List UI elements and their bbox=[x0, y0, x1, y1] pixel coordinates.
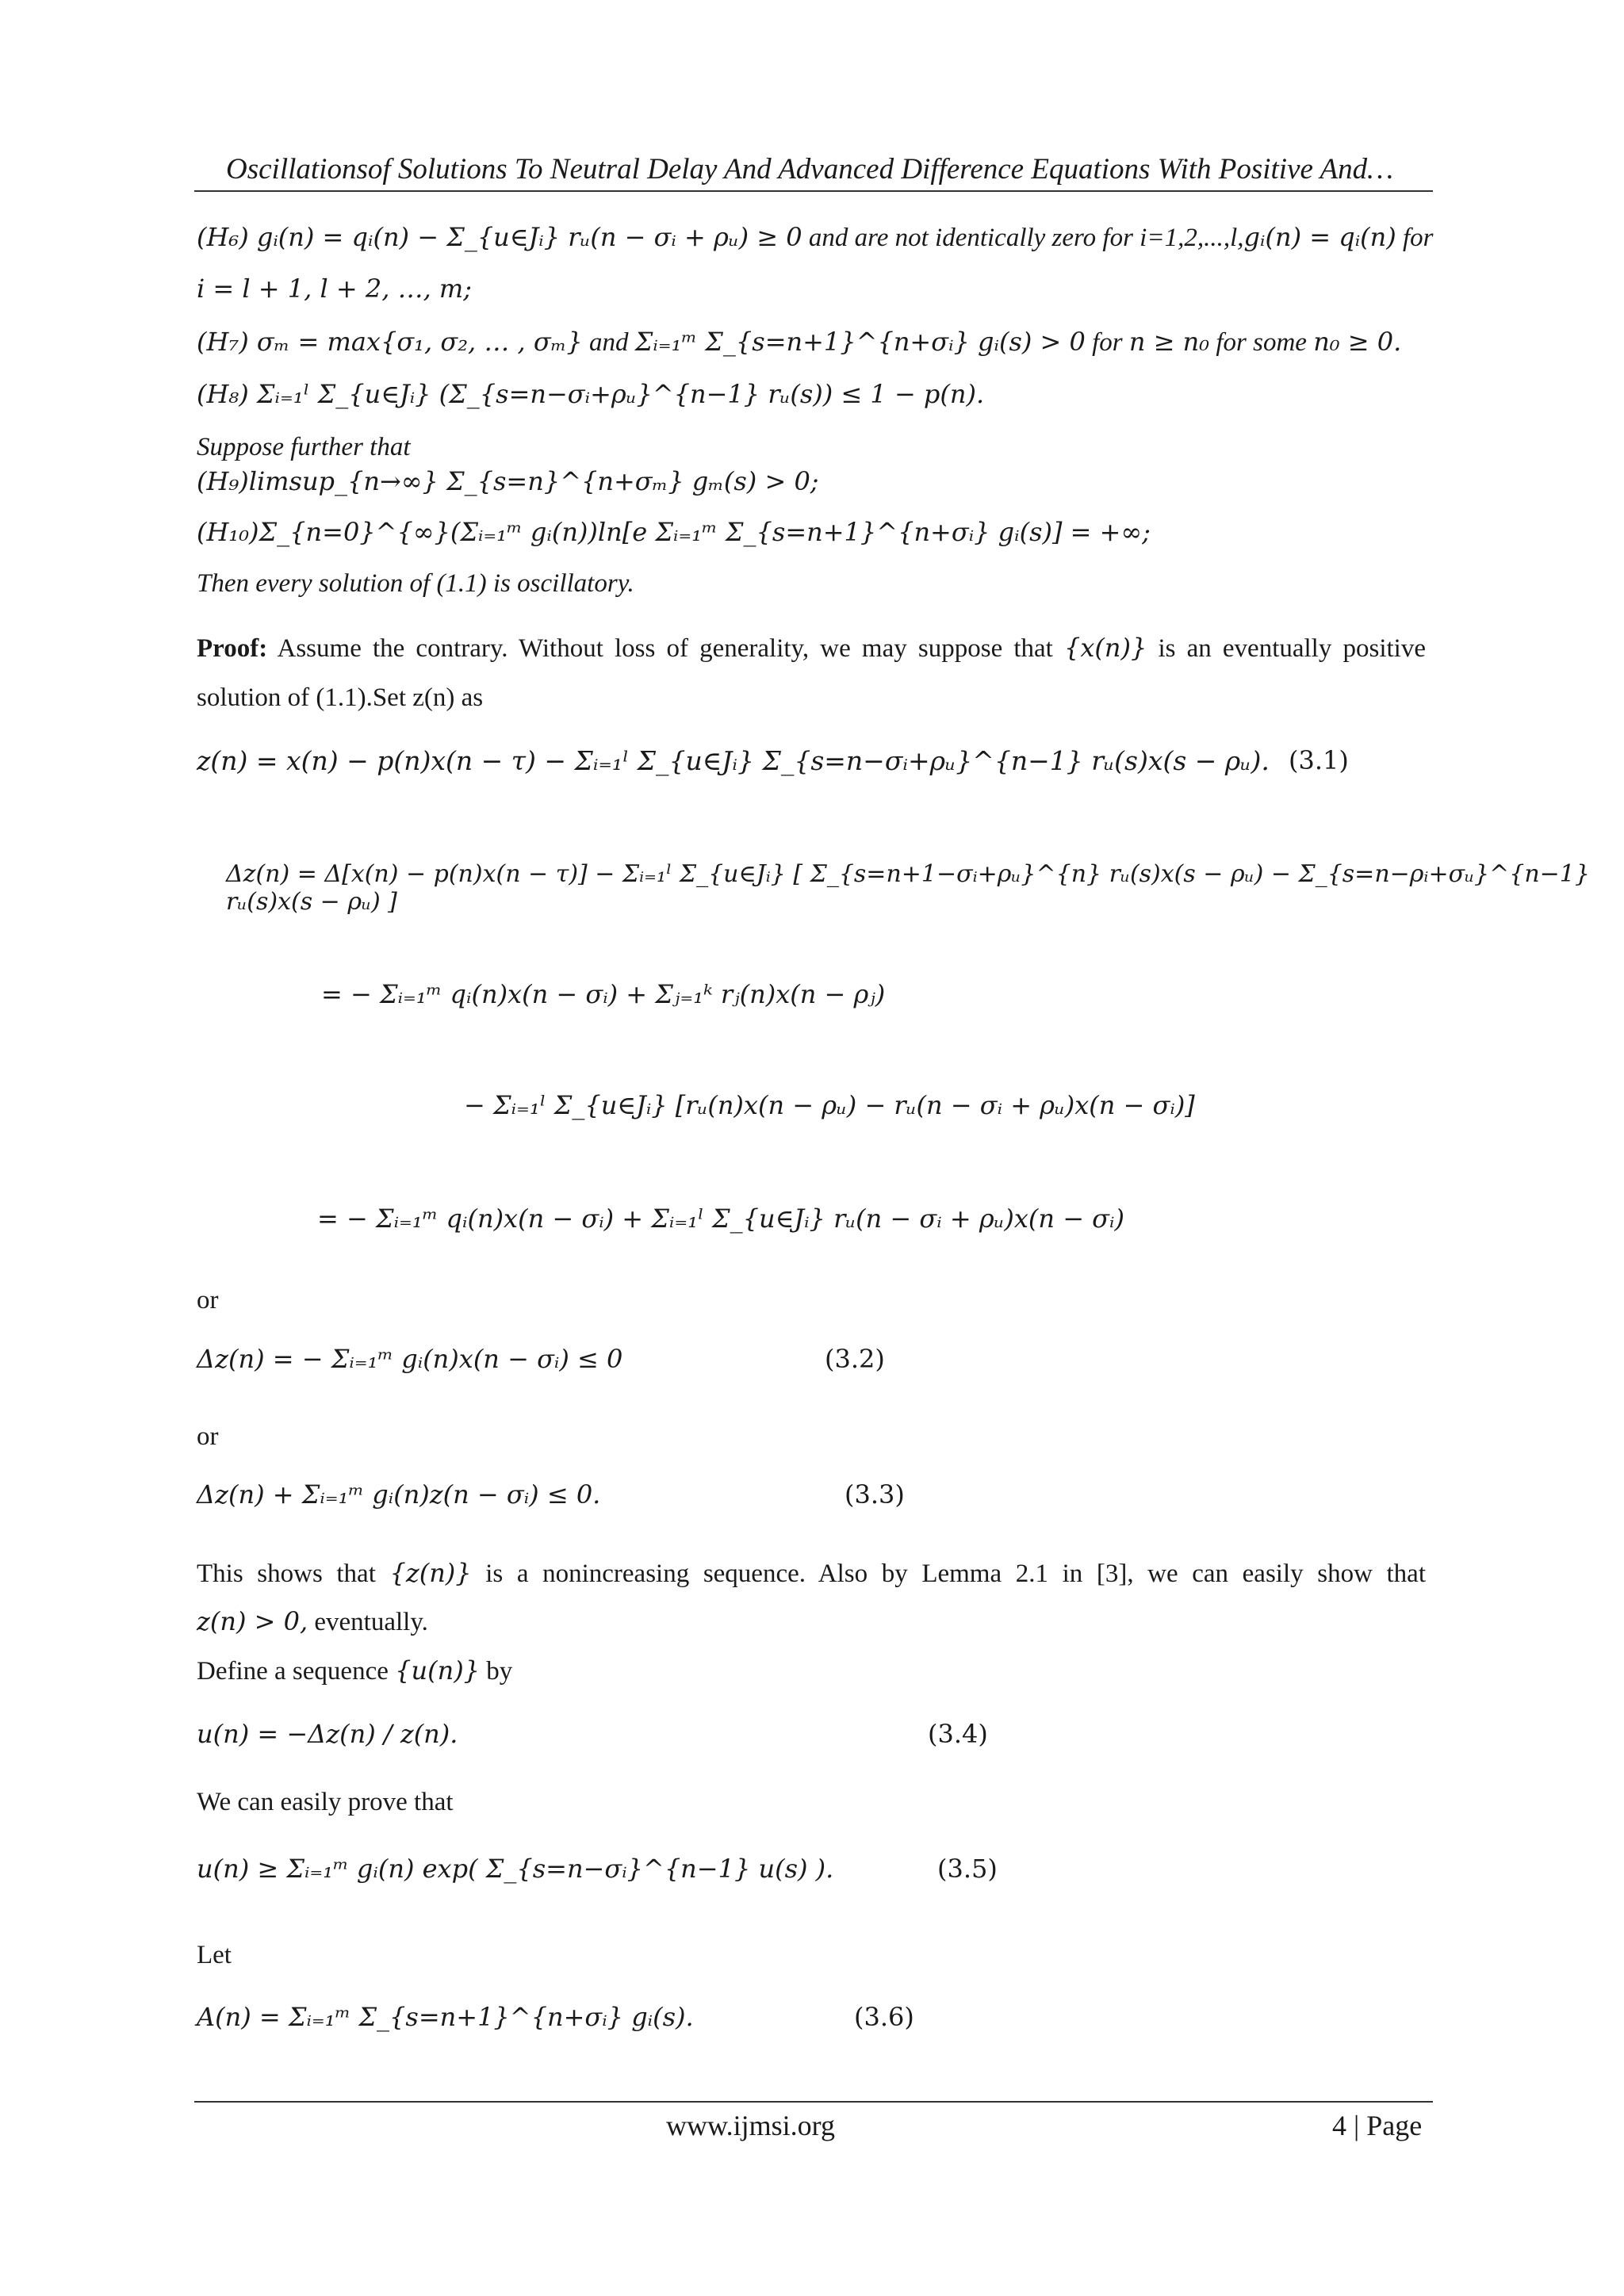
h7-math1: (H₇) σₘ = max{σ₁, σ₂, … , σₘ} bbox=[197, 327, 583, 357]
equation-3-5-number: (3.5) bbox=[937, 1854, 998, 1884]
hypothesis-h6-line2: i = l + 1, l + 2, …, m; bbox=[197, 274, 473, 304]
text-nonincreasing-math: {z(n)} bbox=[389, 1558, 472, 1588]
h7-math2: Σᵢ₌₁ᵐ Σ_{s=n+1}^{n+σᵢ} gᵢ(s) > 0 bbox=[634, 327, 1086, 357]
text-define-b: by bbox=[480, 1657, 513, 1686]
h6-math: (H₆) gᵢ(n) = qᵢ(n) − Σ_{u∈Jᵢ} rᵤ(n − σᵢ + ρᵤ) ≥ 0 bbox=[197, 222, 802, 252]
running-header: Oscillationsof Solutions To Neutral Delay And Advanced Difference Equations With Positive And… bbox=[226, 153, 1394, 186]
hypothesis-h8: (H₈) Σᵢ₌₁ˡ Σ_{u∈Jᵢ} (Σ_{s=n−σᵢ+ρᵤ}^{n−1} rᵤ(s)) ≤ 1 − p(n). bbox=[197, 379, 985, 409]
footer-site: www.ijmsi.org bbox=[666, 2110, 836, 2141]
h7-text3: for some bbox=[1209, 328, 1314, 357]
text-nonincreasing bbox=[197, 1558, 1426, 1589]
delta-z-line1: Δz(n) = Δ[x(n) − p(n)x(n − τ)] − Σᵢ₌₁ˡ Σ_{u∈Jᵢ} [ Σ_{s=n+1−σᵢ+ρᵤ}^{n} rᵤ(s)x(s − ρᵤ) − Σ_{s=n−ρᵢ+σᵤ}^{n−1} rᵤ(s)x(s − ρᵤ) ] bbox=[226, 860, 1590, 916]
text-define bbox=[197, 1655, 512, 1686]
equation-3-6: A(n) = Σᵢ₌₁ᵐ Σ_{s=n+1}^{n+σᵢ} gᵢ(s). bbox=[197, 2002, 694, 2032]
proof-line1 bbox=[197, 633, 1426, 664]
text-eventually-text: eventually. bbox=[308, 1608, 428, 1636]
equation-3-5: u(n) ≥ Σᵢ₌₁ᵐ gᵢ(n) exp( Σ_{s=n−σᵢ}^{n−1} u(s) ). bbox=[197, 1854, 834, 1884]
header-rule bbox=[194, 190, 1433, 192]
delta-z-line2: = − Σᵢ₌₁ᵐ qᵢ(n)x(n − σᵢ) + Σⱼ₌₁ᵏ rⱼ(n)x(n − ρⱼ) bbox=[321, 979, 886, 1009]
equation-3-1-number: (3.1) bbox=[1289, 745, 1349, 775]
proof-math1: {x(n)} bbox=[1063, 633, 1147, 663]
text-nonincreasing-b: is a nonincreasing sequence. Also by Lemma 2.1 in [3], we can easily show that bbox=[471, 1559, 1426, 1588]
equation-3-2: Δz(n) = − Σᵢ₌₁ᵐ gᵢ(n)x(n − σᵢ) ≤ 0 bbox=[197, 1344, 623, 1374]
equation-3-4: u(n) = −Δz(n) / z(n). bbox=[197, 1719, 458, 1749]
equation-3-4-number: (3.4) bbox=[928, 1719, 988, 1749]
h6-text2: for bbox=[1396, 224, 1434, 252]
hypothesis-h9: (H₉)limsup_{n→∞} Σ_{s=n}^{n+σₘ} gₘ(s) > 0; bbox=[197, 466, 819, 496]
equation-3-1: z(n) = x(n) − p(n)x(n − τ) − Σᵢ₌₁ˡ Σ_{u∈Jᵢ} Σ_{s=n−σᵢ+ρᵤ}^{n−1} rᵤ(s)x(s − ρᵤ). bbox=[197, 745, 1270, 776]
or-text-2: or bbox=[197, 1422, 219, 1451]
text-define-a: Define a sequence bbox=[197, 1657, 396, 1686]
proof-text2: is an eventually positive bbox=[1147, 634, 1426, 663]
footer-rule bbox=[194, 2101, 1433, 2103]
text-define-math: {u(n)} bbox=[395, 1655, 481, 1686]
text-eventually-math: z(n) > 0, bbox=[197, 1606, 308, 1636]
equation-3-3-number: (3.3) bbox=[845, 1479, 905, 1510]
h7-text1: and bbox=[582, 328, 635, 357]
or-text-1: or bbox=[197, 1286, 219, 1314]
equation-3-6-number: (3.6) bbox=[854, 2002, 914, 2032]
delta-z-line3: − Σᵢ₌₁ˡ Σ_{u∈Jᵢ} [rᵤ(n)x(n − ρᵤ) − rᵤ(n − σᵢ + ρᵤ)x(n − σᵢ)] bbox=[464, 1090, 1195, 1120]
proof-text1: Assume the contrary. Without loss of generality, we may suppose that bbox=[267, 634, 1064, 663]
h7-math3: n ≥ n₀ bbox=[1128, 327, 1210, 357]
h6-text: and are not identically zero for i=1,2,...,l, bbox=[802, 224, 1244, 252]
hypothesis-h7 bbox=[197, 327, 1401, 358]
footer-page-number: 4 | Page bbox=[1332, 2110, 1423, 2141]
h7-math4: n₀ ≥ 0. bbox=[1313, 327, 1402, 357]
equation-3-2-number: (3.2) bbox=[825, 1344, 885, 1374]
h7-text2: for bbox=[1085, 328, 1129, 357]
text-prove: We can easily prove that bbox=[197, 1788, 454, 1816]
delta-z-line4: = − Σᵢ₌₁ᵐ qᵢ(n)x(n − σᵢ) + Σᵢ₌₁ˡ Σ_{u∈Jᵢ} rᵤ(n − σᵢ + ρᵤ)x(n − σᵢ) bbox=[317, 1203, 1124, 1234]
equation-3-3: Δz(n) + Σᵢ₌₁ᵐ gᵢ(n)z(n − σᵢ) ≤ 0. bbox=[197, 1479, 601, 1510]
hypothesis-h6-line1 bbox=[197, 222, 1433, 253]
text-eventually bbox=[197, 1606, 428, 1637]
hypothesis-h10: (H₁₀)Σ_{n=0}^{∞}(Σᵢ₌₁ᵐ gᵢ(n))ln[e Σᵢ₌₁ᵐ Σ_{s=n+1}^{n+σᵢ} gᵢ(s)] = +∞; bbox=[197, 517, 1151, 547]
h6-math2: gᵢ(n) = qᵢ(n) bbox=[1243, 222, 1396, 252]
text-let: Let bbox=[197, 1941, 232, 1969]
suppose-text: Suppose further that bbox=[197, 433, 411, 461]
then-text: Then every solution of (1.1) is oscillatory. bbox=[197, 569, 634, 598]
text-nonincreasing-a: This shows that bbox=[197, 1559, 390, 1588]
proof-line2: solution of (1.1).Set z(n) as bbox=[197, 683, 484, 712]
proof-label: Proof: bbox=[197, 634, 268, 663]
